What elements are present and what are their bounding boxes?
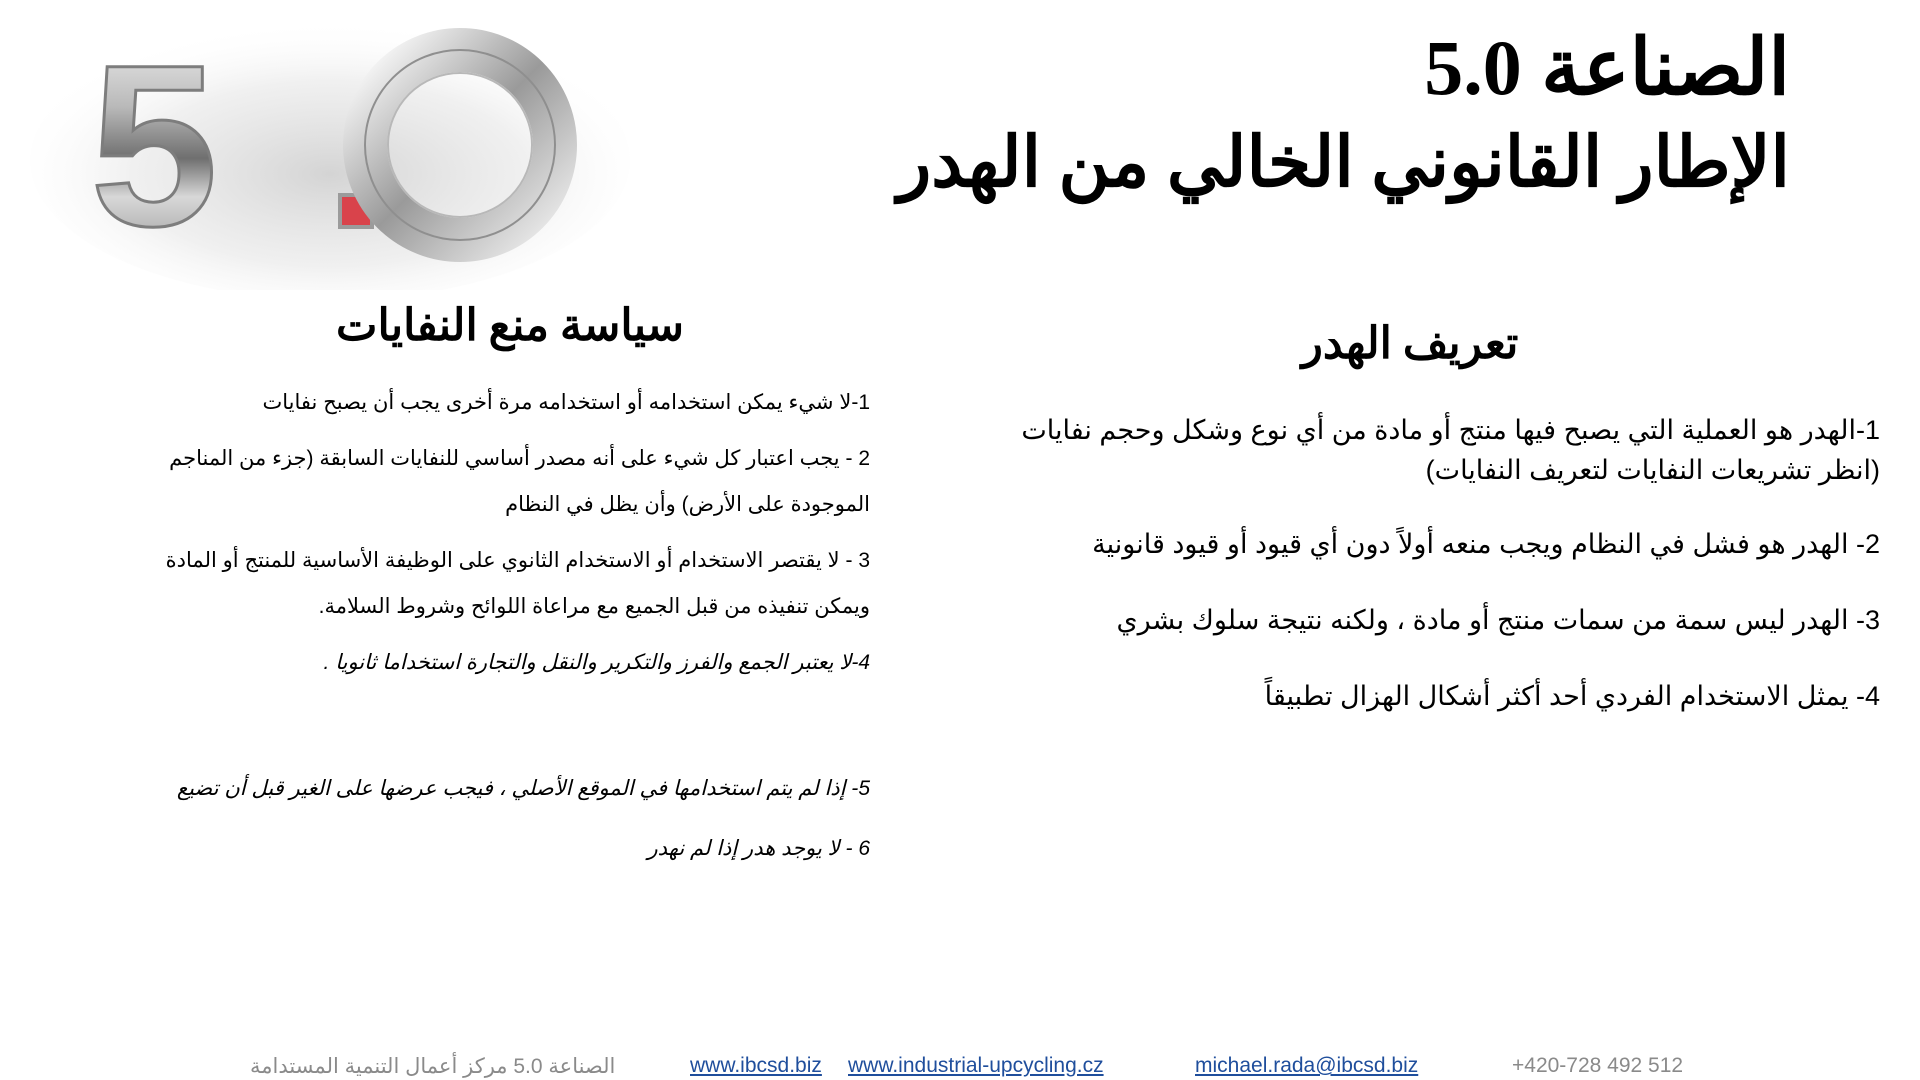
svg-text:5: 5 <box>90 17 218 274</box>
list-item: 3 - لا يقتصر الاستخدام أو الاستخدام الثانوي على الوظيفة الأساسية للمنتج أو المادة ويمكن تنفيذه من قبل الجميع مع مراعاة اللوائح وشروط السلامة. <box>165 549 870 618</box>
phone-number: +420-728 492 512 <box>1512 1054 1684 1077</box>
waste-prevention-list <box>160 380 870 872</box>
waste-definition-heading: تعريف الهدر <box>1301 319 1519 368</box>
list-item: 4-لا يعتبر الجمع والفرز والتكرير والنقل والتجارة استخداما ثانويا . <box>323 651 870 674</box>
waste-definition-list <box>980 410 1880 716</box>
list-item: 6 - لا يوجد هدر إذا لم نهدر <box>647 837 870 860</box>
list-item: 2- الهدر هو فشل في النظام ويجب منعه أولاً دون أي قيود أو قيود قانونية <box>1092 529 1880 559</box>
email-link[interactable]: michael.rada@ibcsd.biz <box>1195 1054 1419 1077</box>
list-item: 1-لا شيء يمكن استخدامه أو استخدامه مرة أخرى يجب أن يصبح نفايات <box>262 391 870 414</box>
list-item: 3- الهدر ليس سمة من سمات منتج أو مادة ، ولكنه نتيجة سلوك بشري <box>1116 605 1880 635</box>
title-line-2: الإطار القانوني الخالي من الهدر <box>897 125 1790 202</box>
list-item: 5- إذا لم يتم استخدامها في الموقع الأصلي ، فيجب عرضها على الغير قبل أن تضيع <box>176 777 870 800</box>
title-line-1: الصناعة 5.0 <box>1424 24 1790 111</box>
website-link-ibcsd[interactable]: www.ibcsd.biz <box>690 1054 822 1077</box>
industry-5-logo <box>30 10 630 290</box>
list-item: 1-الهدر هو العملية التي يصبح فيها منتج أو مادة من أي نوع وشكل وحجم نفايات (انظر تشريعات النفايات لتعريف النفايات) <box>1021 415 1880 485</box>
page-title <box>790 20 1790 212</box>
list-item: 2 - يجب اعتبار كل شيء على أنه مصدر أساسي للنفايات السابقة (جزء من المناجم الموجودة على الأرض) وأن يظل في النظام <box>169 447 870 516</box>
list-item: 4- يمثل الاستخدام الفردي أحد أكثر أشكال الهزال تطبيقاً <box>1264 681 1880 711</box>
footer-organization: الصناعة 5.0 مركز أعمال التنمية المستدامة <box>250 1055 616 1078</box>
waste-prevention-heading: سياسة منع النفايات <box>336 301 684 350</box>
website-link-industrial-upcycling[interactable]: www.industrial-upcycling.cz <box>848 1054 1104 1077</box>
